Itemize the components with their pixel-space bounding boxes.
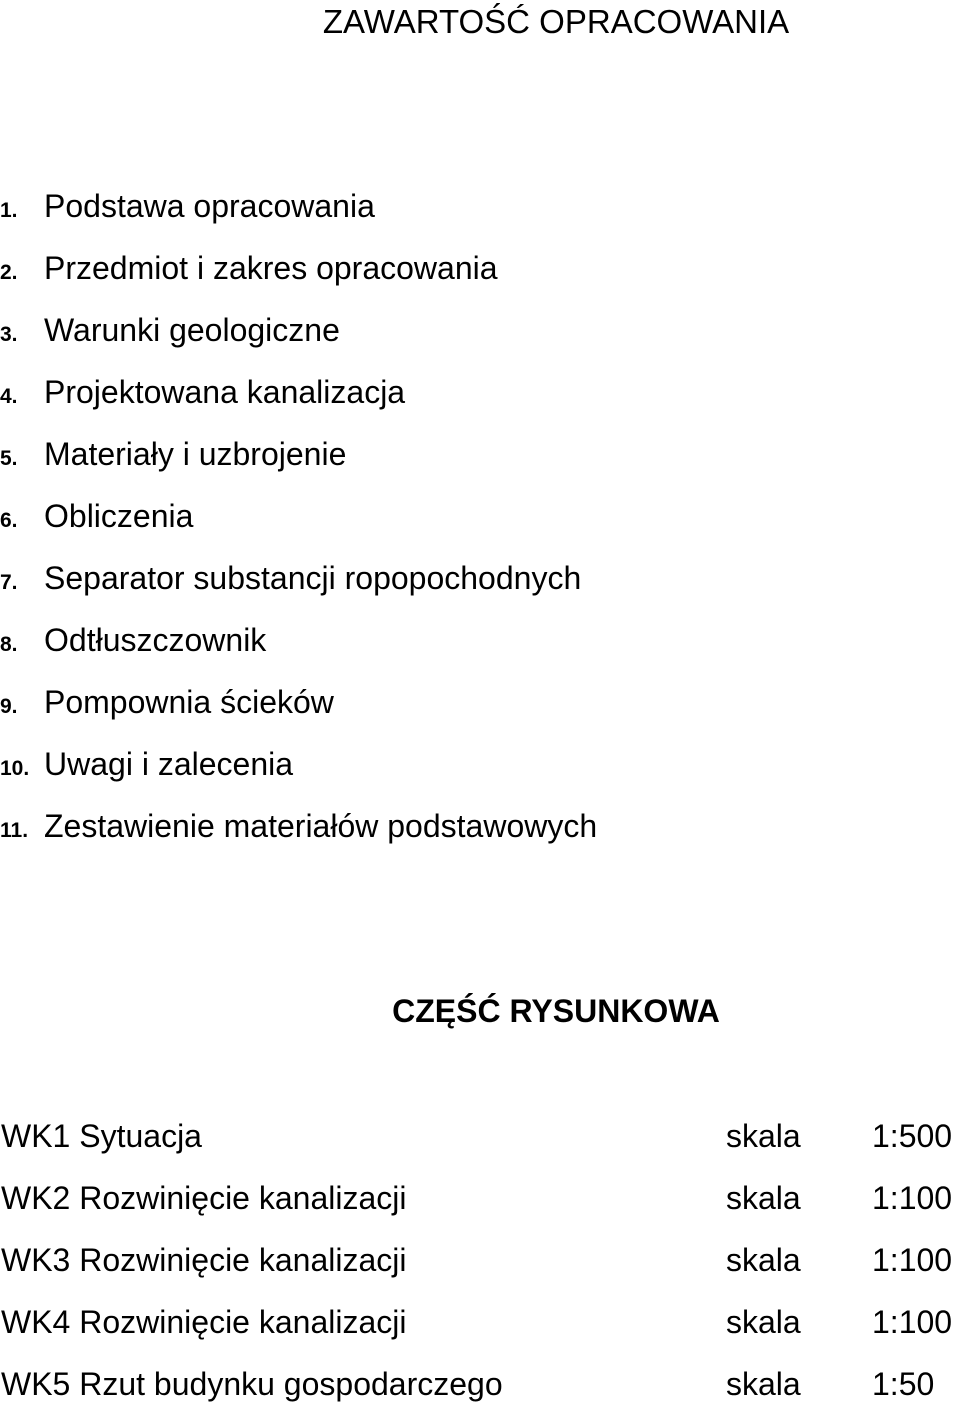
- drawing-row: [0, 1114, 960, 1176]
- toc-item-text: Separator substancji ropopochodnych: [44, 560, 582, 596]
- drawing-name: WK2 Rozwinięcie kanalizacji: [1, 1180, 407, 1216]
- drawing-scale: 1:100: [872, 1242, 953, 1278]
- toc-item: [0, 432, 597, 494]
- toc-item: [0, 494, 597, 556]
- toc-item-text: Zestawienie materiałów podstawowych: [44, 808, 598, 844]
- drawing-name: WK5 Rzut budynku gospodarczego: [1, 1366, 503, 1402]
- toc-item-text: Materiały i uzbrojenie: [44, 436, 347, 472]
- toc-item-text: Podstawa opracowania: [44, 188, 375, 224]
- drawing-scale-label: skala: [726, 1304, 801, 1340]
- drawing-scale: 1:500: [872, 1118, 953, 1154]
- drawing-scale: 1:50: [872, 1366, 935, 1402]
- toc-item-number: 10.: [0, 757, 30, 780]
- toc-item: [0, 370, 597, 432]
- drawing-scale-label: skala: [726, 1118, 801, 1154]
- toc-item: [0, 742, 597, 804]
- drawings-section-title: CZĘŚĆ RYSUNKOWA: [392, 993, 720, 1029]
- drawing-scale-label: skala: [726, 1366, 801, 1402]
- toc-item: [0, 680, 597, 742]
- toc-item-text: Pompownia ścieków: [44, 684, 334, 720]
- toc-item-text: Obliczenia: [44, 498, 194, 534]
- toc-item-number: 8.: [0, 633, 18, 656]
- toc-item-text: Projektowana kanalizacja: [44, 374, 406, 410]
- toc-item: [0, 308, 597, 370]
- toc-item: [0, 184, 597, 246]
- toc-item-number: 1.: [0, 199, 18, 222]
- toc-item-number: 5.: [0, 447, 18, 470]
- drawing-name: WK1 Sytuacja: [1, 1118, 202, 1154]
- table-of-contents: [0, 184, 597, 866]
- drawing-scale-label: skala: [726, 1242, 801, 1278]
- toc-item: [0, 556, 597, 618]
- toc-item-text: Odtłuszczownik: [44, 622, 267, 658]
- drawing-row: [0, 1176, 960, 1238]
- page-title: ZAWARTOŚĆ OPRACOWANIA: [322, 3, 790, 40]
- toc-item-number: 3.: [0, 323, 18, 346]
- toc-item-text: Przedmiot i zakres opracowania: [44, 250, 498, 286]
- toc-item: [0, 618, 597, 680]
- toc-item-number: 7.: [0, 571, 18, 594]
- toc-item-number: 2.: [0, 261, 18, 284]
- toc-item-number: 6.: [0, 509, 18, 532]
- toc-item: [0, 804, 597, 866]
- drawing-row: [0, 1300, 960, 1362]
- drawing-name: WK4 Rozwinięcie kanalizacji: [1, 1304, 407, 1340]
- toc-item-number: 4.: [0, 385, 18, 408]
- toc-item-text: Uwagi i zalecenia: [44, 746, 294, 782]
- drawing-scale-label: skala: [726, 1180, 801, 1216]
- drawing-scale: 1:100: [872, 1180, 953, 1216]
- toc-item: [0, 246, 597, 308]
- drawings-list: [0, 1114, 960, 1424]
- drawing-scale: 1:100: [872, 1304, 953, 1340]
- toc-item-number: 9.: [0, 695, 18, 718]
- drawing-row: [0, 1362, 960, 1424]
- drawing-row: [0, 1238, 960, 1300]
- toc-item-text: Warunki geologiczne: [44, 312, 340, 348]
- toc-item-number: 11.: [0, 819, 29, 842]
- drawing-name: WK3 Rozwinięcie kanalizacji: [1, 1242, 407, 1278]
